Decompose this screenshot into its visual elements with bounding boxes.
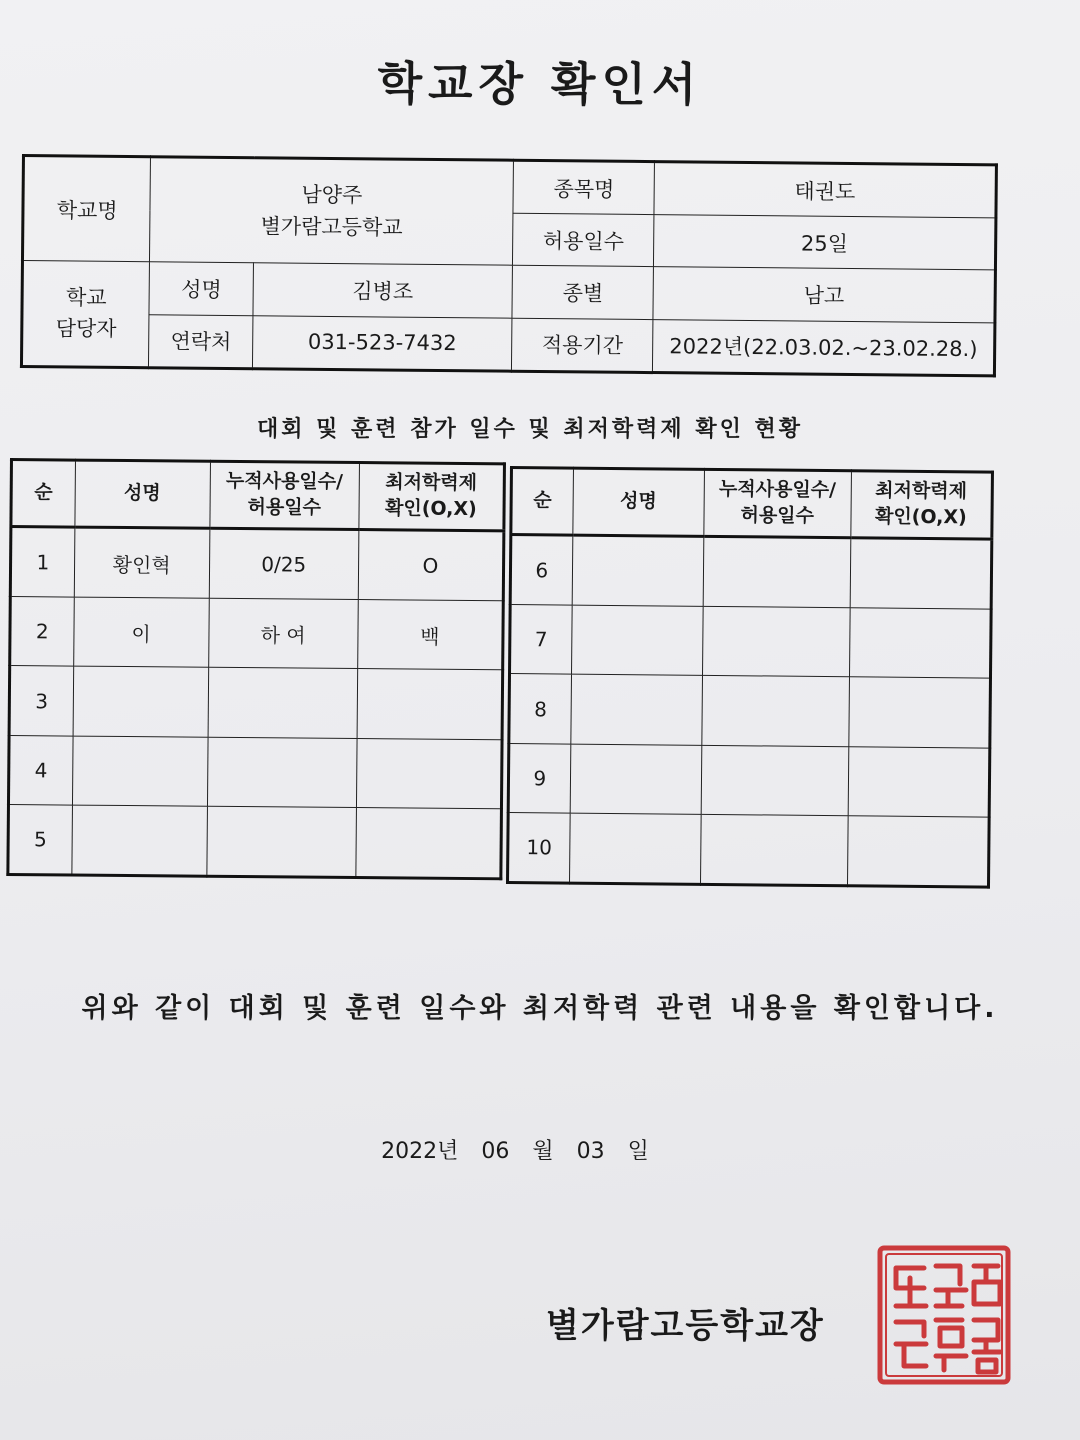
row-days — [702, 607, 850, 678]
header-no: 순 — [511, 468, 573, 536]
confirmation-statement: 위와 같이 대회 및 훈련 일수와 최저학력 관련 내용을 확인합니다. — [81, 993, 999, 1024]
participation-table-left — [6, 458, 506, 880]
table-row — [10, 597, 504, 670]
category-label: 종별 — [512, 266, 654, 320]
row-min — [849, 608, 991, 679]
header-days-line2: 허용일수 — [247, 496, 322, 519]
row-min — [850, 538, 992, 610]
header-min — [851, 471, 993, 540]
school-info-table — [20, 154, 998, 377]
header-days-line1: 누적사용일수/ — [718, 478, 837, 502]
principal-signature-name: 별가람고등학교장 — [546, 1306, 825, 1346]
header-min-line1: 최저학력제 — [875, 479, 968, 503]
row-name — [572, 535, 704, 606]
issue-date — [0, 1134, 1030, 1165]
period-value: 2022년(22.03.02.~23.02.28.) — [653, 319, 995, 376]
row-min: 백 — [357, 600, 503, 670]
row-no: 7 — [510, 605, 572, 675]
row-days — [702, 676, 850, 747]
table-row — [10, 527, 504, 601]
row-days: 0/25 — [209, 528, 359, 599]
row-days — [703, 537, 851, 609]
row-no: 5 — [8, 804, 72, 875]
table-row — [510, 535, 992, 610]
row-name — [570, 744, 702, 814]
row-name: 황인혁 — [74, 527, 210, 598]
header-name: 성명 — [75, 460, 211, 528]
row-min — [356, 738, 502, 808]
allowed-days-label: 허용일수 — [513, 213, 655, 267]
row-name: 이 — [73, 597, 209, 667]
event-label: 종목명 — [513, 160, 655, 215]
row-no: 2 — [10, 597, 74, 667]
row-name — [72, 736, 208, 806]
participation-table-right — [506, 466, 994, 889]
school-name-line2: 별가람고등학교 — [260, 214, 403, 240]
manager-label — [21, 261, 149, 368]
date-day: 03 — [576, 1139, 605, 1164]
row-days — [206, 806, 356, 878]
row-days — [208, 668, 358, 738]
contact-value: 031-523-7432 — [253, 315, 512, 371]
contact-label: 연락처 — [149, 314, 253, 368]
header-min-line1: 최저학력제 — [385, 471, 478, 495]
category-value: 남고 — [653, 267, 995, 323]
row-no: 8 — [509, 674, 571, 744]
table-row — [9, 666, 503, 739]
date-day-unit: 일 — [627, 1139, 649, 1164]
date-month: 06 — [481, 1139, 510, 1164]
header-days — [210, 461, 360, 529]
table-row — [509, 674, 991, 748]
school-name-value — [150, 157, 514, 266]
section-title: 대회 및 훈련 참가 일수 및 최저학력제 확인 현황 — [256, 417, 804, 442]
header-min — [359, 463, 505, 531]
header-days-line2: 허용일수 — [740, 504, 815, 527]
table-row — [510, 605, 992, 679]
school-seal-stamp — [874, 1240, 1014, 1390]
row-no: 6 — [510, 535, 572, 606]
row-days — [700, 814, 848, 886]
header-days — [704, 469, 852, 538]
row-min — [356, 807, 502, 878]
row-no: 9 — [508, 743, 570, 813]
row-no: 4 — [8, 735, 72, 805]
row-min: O — [358, 530, 504, 601]
date-year: 2022년 — [381, 1139, 459, 1164]
row-min — [849, 677, 991, 748]
row-min — [847, 816, 989, 888]
header-name: 성명 — [573, 468, 705, 536]
row-min — [848, 746, 990, 817]
row-name — [571, 675, 703, 745]
manager-label-line2: 담당자 — [55, 316, 117, 342]
header-min-line2: 확인(O,X) — [874, 505, 967, 529]
table-row — [508, 743, 990, 817]
row-days: 하 여 — [208, 599, 358, 669]
manager-name-value: 김병조 — [253, 263, 512, 318]
school-name-line1: 남양주 — [301, 182, 363, 208]
period-label: 적용기간 — [512, 318, 654, 373]
row-name — [569, 813, 701, 884]
row-days — [207, 737, 357, 807]
allowed-days-value: 25일 — [654, 215, 996, 271]
date-month-unit: 월 — [532, 1139, 554, 1164]
row-days — [701, 745, 849, 816]
row-name — [571, 605, 703, 675]
table-row — [508, 812, 990, 887]
table-row — [8, 804, 502, 879]
school-name-label: 학교명 — [22, 156, 150, 263]
manager-label-line1: 학교 — [65, 285, 107, 310]
document-title: 학교장 확인서 — [377, 56, 703, 112]
row-no: 3 — [9, 666, 73, 736]
row-min — [357, 669, 503, 739]
header-min-line2: 확인(O,X) — [384, 497, 477, 521]
header-no: 순 — [11, 460, 75, 528]
row-name — [71, 805, 207, 876]
row-name — [73, 667, 209, 737]
header-days-line1: 누적사용일수/ — [225, 470, 344, 494]
row-no: 10 — [508, 812, 570, 883]
row-no: 1 — [10, 527, 74, 598]
event-value: 태권도 — [654, 162, 996, 219]
manager-name-label: 성명 — [149, 262, 253, 315]
table-row — [8, 735, 502, 808]
